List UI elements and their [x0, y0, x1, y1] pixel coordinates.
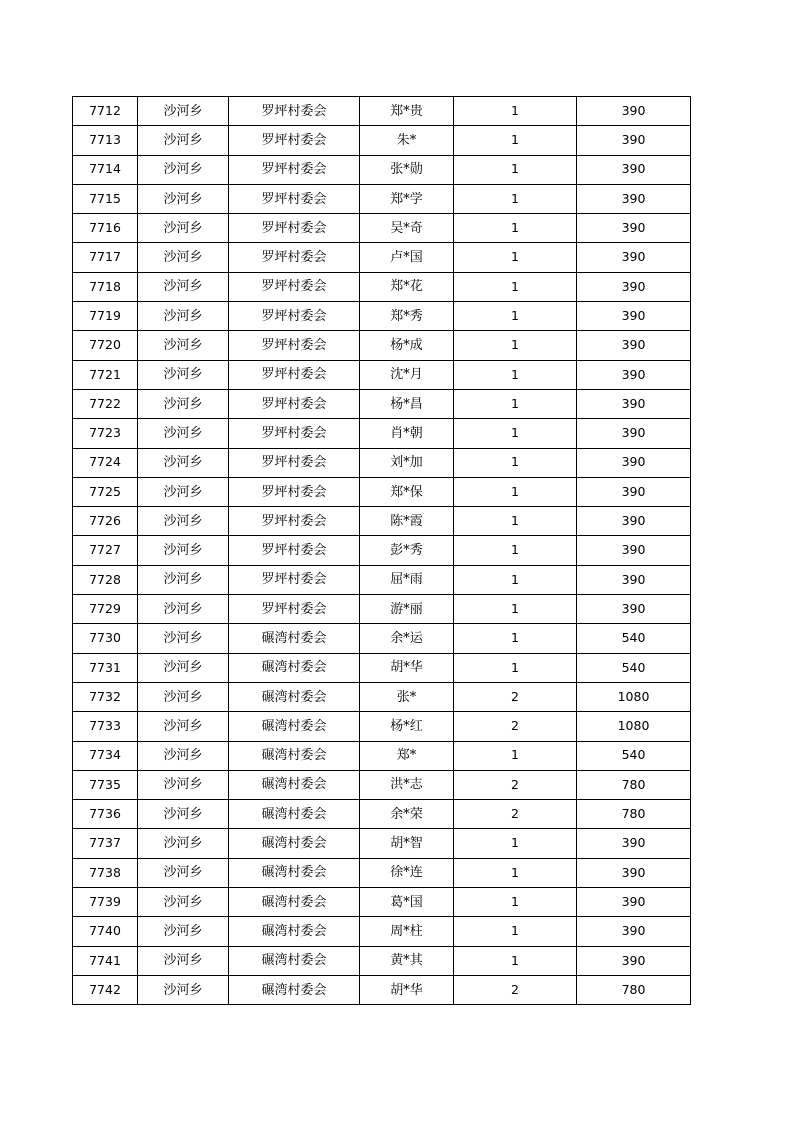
amount-cell: 1080	[577, 682, 691, 711]
count-cell: 1	[454, 829, 577, 858]
count-cell: 1	[454, 360, 577, 389]
amount-cell: 390	[577, 448, 691, 477]
row-number-cell: 7729	[73, 595, 138, 624]
village-committee-cell: 罗坪村委会	[229, 126, 360, 155]
amount-cell: 390	[577, 272, 691, 301]
village-committee-cell: 罗坪村委会	[229, 507, 360, 536]
person-name-cell: 徐*连	[360, 858, 454, 887]
table-row	[73, 536, 691, 565]
person-name-cell: 郑*	[360, 741, 454, 770]
person-name-cell: 余*荣	[360, 800, 454, 829]
count-cell: 1	[454, 97, 577, 126]
count-cell: 1	[454, 155, 577, 184]
count-cell: 1	[454, 507, 577, 536]
count-cell: 2	[454, 800, 577, 829]
person-name-cell: 郑*保	[360, 477, 454, 506]
township-cell: 沙河乡	[138, 302, 229, 331]
village-committee-cell: 罗坪村委会	[229, 419, 360, 448]
amount-cell: 780	[577, 975, 691, 1004]
village-committee-cell: 碾湾村委会	[229, 829, 360, 858]
township-cell: 沙河乡	[138, 360, 229, 389]
row-number-cell: 7726	[73, 507, 138, 536]
table-row	[73, 155, 691, 184]
row-number-cell: 7741	[73, 946, 138, 975]
person-name-cell: 胡*华	[360, 975, 454, 1004]
township-cell: 沙河乡	[138, 682, 229, 711]
row-number-cell: 7713	[73, 126, 138, 155]
person-name-cell: 余*运	[360, 624, 454, 653]
village-committee-cell: 罗坪村委会	[229, 389, 360, 418]
person-name-cell: 郑*学	[360, 184, 454, 213]
person-name-cell: 郑*花	[360, 272, 454, 301]
amount-cell: 390	[577, 829, 691, 858]
township-cell: 沙河乡	[138, 829, 229, 858]
count-cell: 2	[454, 712, 577, 741]
amount-cell: 390	[577, 331, 691, 360]
township-cell: 沙河乡	[138, 741, 229, 770]
count-cell: 2	[454, 682, 577, 711]
amount-cell: 780	[577, 770, 691, 799]
township-cell: 沙河乡	[138, 536, 229, 565]
village-committee-cell: 碾湾村委会	[229, 624, 360, 653]
table-row	[73, 448, 691, 477]
village-committee-cell: 碾湾村委会	[229, 858, 360, 887]
township-cell: 沙河乡	[138, 624, 229, 653]
count-cell: 1	[454, 565, 577, 594]
count-cell: 1	[454, 302, 577, 331]
amount-cell: 390	[577, 419, 691, 448]
table-row	[73, 184, 691, 213]
village-committee-cell: 罗坪村委会	[229, 243, 360, 272]
village-committee-cell: 碾湾村委会	[229, 888, 360, 917]
person-name-cell: 洪*志	[360, 770, 454, 799]
row-number-cell: 7717	[73, 243, 138, 272]
person-name-cell: 陈*霞	[360, 507, 454, 536]
village-committee-cell: 碾湾村委会	[229, 770, 360, 799]
table-row	[73, 653, 691, 682]
table-row	[73, 477, 691, 506]
count-cell: 1	[454, 595, 577, 624]
table-row	[73, 331, 691, 360]
count-cell: 1	[454, 917, 577, 946]
row-number-cell: 7712	[73, 97, 138, 126]
amount-cell: 390	[577, 477, 691, 506]
township-cell: 沙河乡	[138, 888, 229, 917]
village-committee-cell: 罗坪村委会	[229, 360, 360, 389]
table-row	[73, 682, 691, 711]
row-number-cell: 7742	[73, 975, 138, 1004]
township-cell: 沙河乡	[138, 243, 229, 272]
table-row	[73, 624, 691, 653]
row-number-cell: 7716	[73, 214, 138, 243]
table-row	[73, 243, 691, 272]
count-cell: 1	[454, 536, 577, 565]
count-cell: 2	[454, 975, 577, 1004]
village-committee-cell: 罗坪村委会	[229, 184, 360, 213]
person-name-cell: 杨*红	[360, 712, 454, 741]
table-body	[73, 97, 691, 1005]
township-cell: 沙河乡	[138, 419, 229, 448]
row-number-cell: 7730	[73, 624, 138, 653]
table-row	[73, 97, 691, 126]
village-committee-cell: 碾湾村委会	[229, 682, 360, 711]
amount-cell: 390	[577, 360, 691, 389]
township-cell: 沙河乡	[138, 917, 229, 946]
table-row	[73, 302, 691, 331]
village-committee-cell: 罗坪村委会	[229, 331, 360, 360]
village-committee-cell: 碾湾村委会	[229, 917, 360, 946]
amount-cell: 1080	[577, 712, 691, 741]
township-cell: 沙河乡	[138, 770, 229, 799]
township-cell: 沙河乡	[138, 214, 229, 243]
township-cell: 沙河乡	[138, 653, 229, 682]
person-name-cell: 肖*朝	[360, 419, 454, 448]
township-cell: 沙河乡	[138, 712, 229, 741]
count-cell: 1	[454, 653, 577, 682]
person-name-cell: 游*丽	[360, 595, 454, 624]
table-row	[73, 272, 691, 301]
table-row	[73, 741, 691, 770]
township-cell: 沙河乡	[138, 448, 229, 477]
table-row	[73, 829, 691, 858]
person-name-cell: 沈*月	[360, 360, 454, 389]
person-name-cell: 胡*华	[360, 653, 454, 682]
village-committee-cell: 罗坪村委会	[229, 302, 360, 331]
row-number-cell: 7724	[73, 448, 138, 477]
count-cell: 1	[454, 331, 577, 360]
table-row	[73, 888, 691, 917]
row-number-cell: 7739	[73, 888, 138, 917]
township-cell: 沙河乡	[138, 184, 229, 213]
row-number-cell: 7738	[73, 858, 138, 887]
village-committee-cell: 罗坪村委会	[229, 565, 360, 594]
person-name-cell: 刘*加	[360, 448, 454, 477]
village-committee-cell: 碾湾村委会	[229, 946, 360, 975]
person-name-cell: 葛*国	[360, 888, 454, 917]
row-number-cell: 7719	[73, 302, 138, 331]
amount-cell: 390	[577, 917, 691, 946]
count-cell: 1	[454, 448, 577, 477]
row-number-cell: 7737	[73, 829, 138, 858]
village-committee-cell: 罗坪村委会	[229, 448, 360, 477]
row-number-cell: 7725	[73, 477, 138, 506]
amount-cell: 390	[577, 507, 691, 536]
table-row	[73, 800, 691, 829]
row-number-cell: 7714	[73, 155, 138, 184]
amount-cell: 390	[577, 155, 691, 184]
amount-cell: 390	[577, 858, 691, 887]
count-cell: 1	[454, 419, 577, 448]
village-committee-cell: 罗坪村委会	[229, 272, 360, 301]
person-name-cell: 郑*秀	[360, 302, 454, 331]
amount-cell: 390	[577, 536, 691, 565]
person-name-cell: 胡*智	[360, 829, 454, 858]
table-row	[73, 595, 691, 624]
village-committee-cell: 碾湾村委会	[229, 712, 360, 741]
count-cell: 1	[454, 624, 577, 653]
row-number-cell: 7731	[73, 653, 138, 682]
amount-cell: 390	[577, 595, 691, 624]
village-committee-cell: 碾湾村委会	[229, 741, 360, 770]
township-cell: 沙河乡	[138, 389, 229, 418]
person-name-cell: 卢*国	[360, 243, 454, 272]
table-row	[73, 858, 691, 887]
amount-cell: 390	[577, 126, 691, 155]
row-number-cell: 7728	[73, 565, 138, 594]
township-cell: 沙河乡	[138, 858, 229, 887]
village-committee-cell: 碾湾村委会	[229, 800, 360, 829]
person-name-cell: 彭*秀	[360, 536, 454, 565]
row-number-cell: 7720	[73, 331, 138, 360]
person-name-cell: 郑*贵	[360, 97, 454, 126]
amount-cell: 390	[577, 565, 691, 594]
village-committee-cell: 罗坪村委会	[229, 155, 360, 184]
amount-cell: 540	[577, 741, 691, 770]
table-row	[73, 360, 691, 389]
township-cell: 沙河乡	[138, 975, 229, 1004]
count-cell: 1	[454, 184, 577, 213]
amount-cell: 390	[577, 214, 691, 243]
table-row	[73, 507, 691, 536]
row-number-cell: 7715	[73, 184, 138, 213]
township-cell: 沙河乡	[138, 272, 229, 301]
row-number-cell: 7732	[73, 682, 138, 711]
count-cell: 1	[454, 858, 577, 887]
person-name-cell: 黄*其	[360, 946, 454, 975]
row-number-cell: 7722	[73, 389, 138, 418]
township-cell: 沙河乡	[138, 155, 229, 184]
village-committee-cell: 罗坪村委会	[229, 536, 360, 565]
row-number-cell: 7736	[73, 800, 138, 829]
township-cell: 沙河乡	[138, 331, 229, 360]
count-cell: 1	[454, 214, 577, 243]
row-number-cell: 7727	[73, 536, 138, 565]
row-number-cell: 7740	[73, 917, 138, 946]
person-name-cell: 朱*	[360, 126, 454, 155]
person-name-cell: 屈*雨	[360, 565, 454, 594]
count-cell: 2	[454, 770, 577, 799]
count-cell: 1	[454, 946, 577, 975]
count-cell: 1	[454, 243, 577, 272]
table-row	[73, 770, 691, 799]
amount-cell: 780	[577, 800, 691, 829]
village-committee-cell: 罗坪村委会	[229, 595, 360, 624]
village-committee-cell: 罗坪村委会	[229, 214, 360, 243]
count-cell: 1	[454, 126, 577, 155]
table-row	[73, 389, 691, 418]
table-row	[73, 917, 691, 946]
township-cell: 沙河乡	[138, 946, 229, 975]
table-row	[73, 946, 691, 975]
count-cell: 1	[454, 389, 577, 418]
row-number-cell: 7723	[73, 419, 138, 448]
table-row	[73, 419, 691, 448]
table-row	[73, 565, 691, 594]
amount-cell: 390	[577, 888, 691, 917]
row-number-cell: 7735	[73, 770, 138, 799]
person-name-cell: 周*柱	[360, 917, 454, 946]
count-cell: 1	[454, 272, 577, 301]
person-name-cell: 张*勋	[360, 155, 454, 184]
table-row	[73, 126, 691, 155]
township-cell: 沙河乡	[138, 595, 229, 624]
count-cell: 1	[454, 888, 577, 917]
township-cell: 沙河乡	[138, 477, 229, 506]
township-cell: 沙河乡	[138, 97, 229, 126]
village-committee-cell: 罗坪村委会	[229, 97, 360, 126]
village-committee-cell: 碾湾村委会	[229, 653, 360, 682]
person-name-cell: 张*	[360, 682, 454, 711]
village-committee-cell: 罗坪村委会	[229, 477, 360, 506]
table-row	[73, 975, 691, 1004]
township-cell: 沙河乡	[138, 800, 229, 829]
person-name-cell: 杨*成	[360, 331, 454, 360]
data-table	[72, 96, 691, 1005]
township-cell: 沙河乡	[138, 507, 229, 536]
township-cell: 沙河乡	[138, 565, 229, 594]
amount-cell: 390	[577, 946, 691, 975]
count-cell: 1	[454, 477, 577, 506]
row-number-cell: 7734	[73, 741, 138, 770]
village-committee-cell: 碾湾村委会	[229, 975, 360, 1004]
table-row	[73, 214, 691, 243]
amount-cell: 540	[577, 624, 691, 653]
amount-cell: 390	[577, 243, 691, 272]
row-number-cell: 7718	[73, 272, 138, 301]
amount-cell: 390	[577, 389, 691, 418]
amount-cell: 540	[577, 653, 691, 682]
row-number-cell: 7733	[73, 712, 138, 741]
amount-cell: 390	[577, 184, 691, 213]
table-row	[73, 712, 691, 741]
amount-cell: 390	[577, 97, 691, 126]
count-cell: 1	[454, 741, 577, 770]
person-name-cell: 吴*奇	[360, 214, 454, 243]
person-name-cell: 杨*昌	[360, 389, 454, 418]
amount-cell: 390	[577, 302, 691, 331]
township-cell: 沙河乡	[138, 126, 229, 155]
row-number-cell: 7721	[73, 360, 138, 389]
